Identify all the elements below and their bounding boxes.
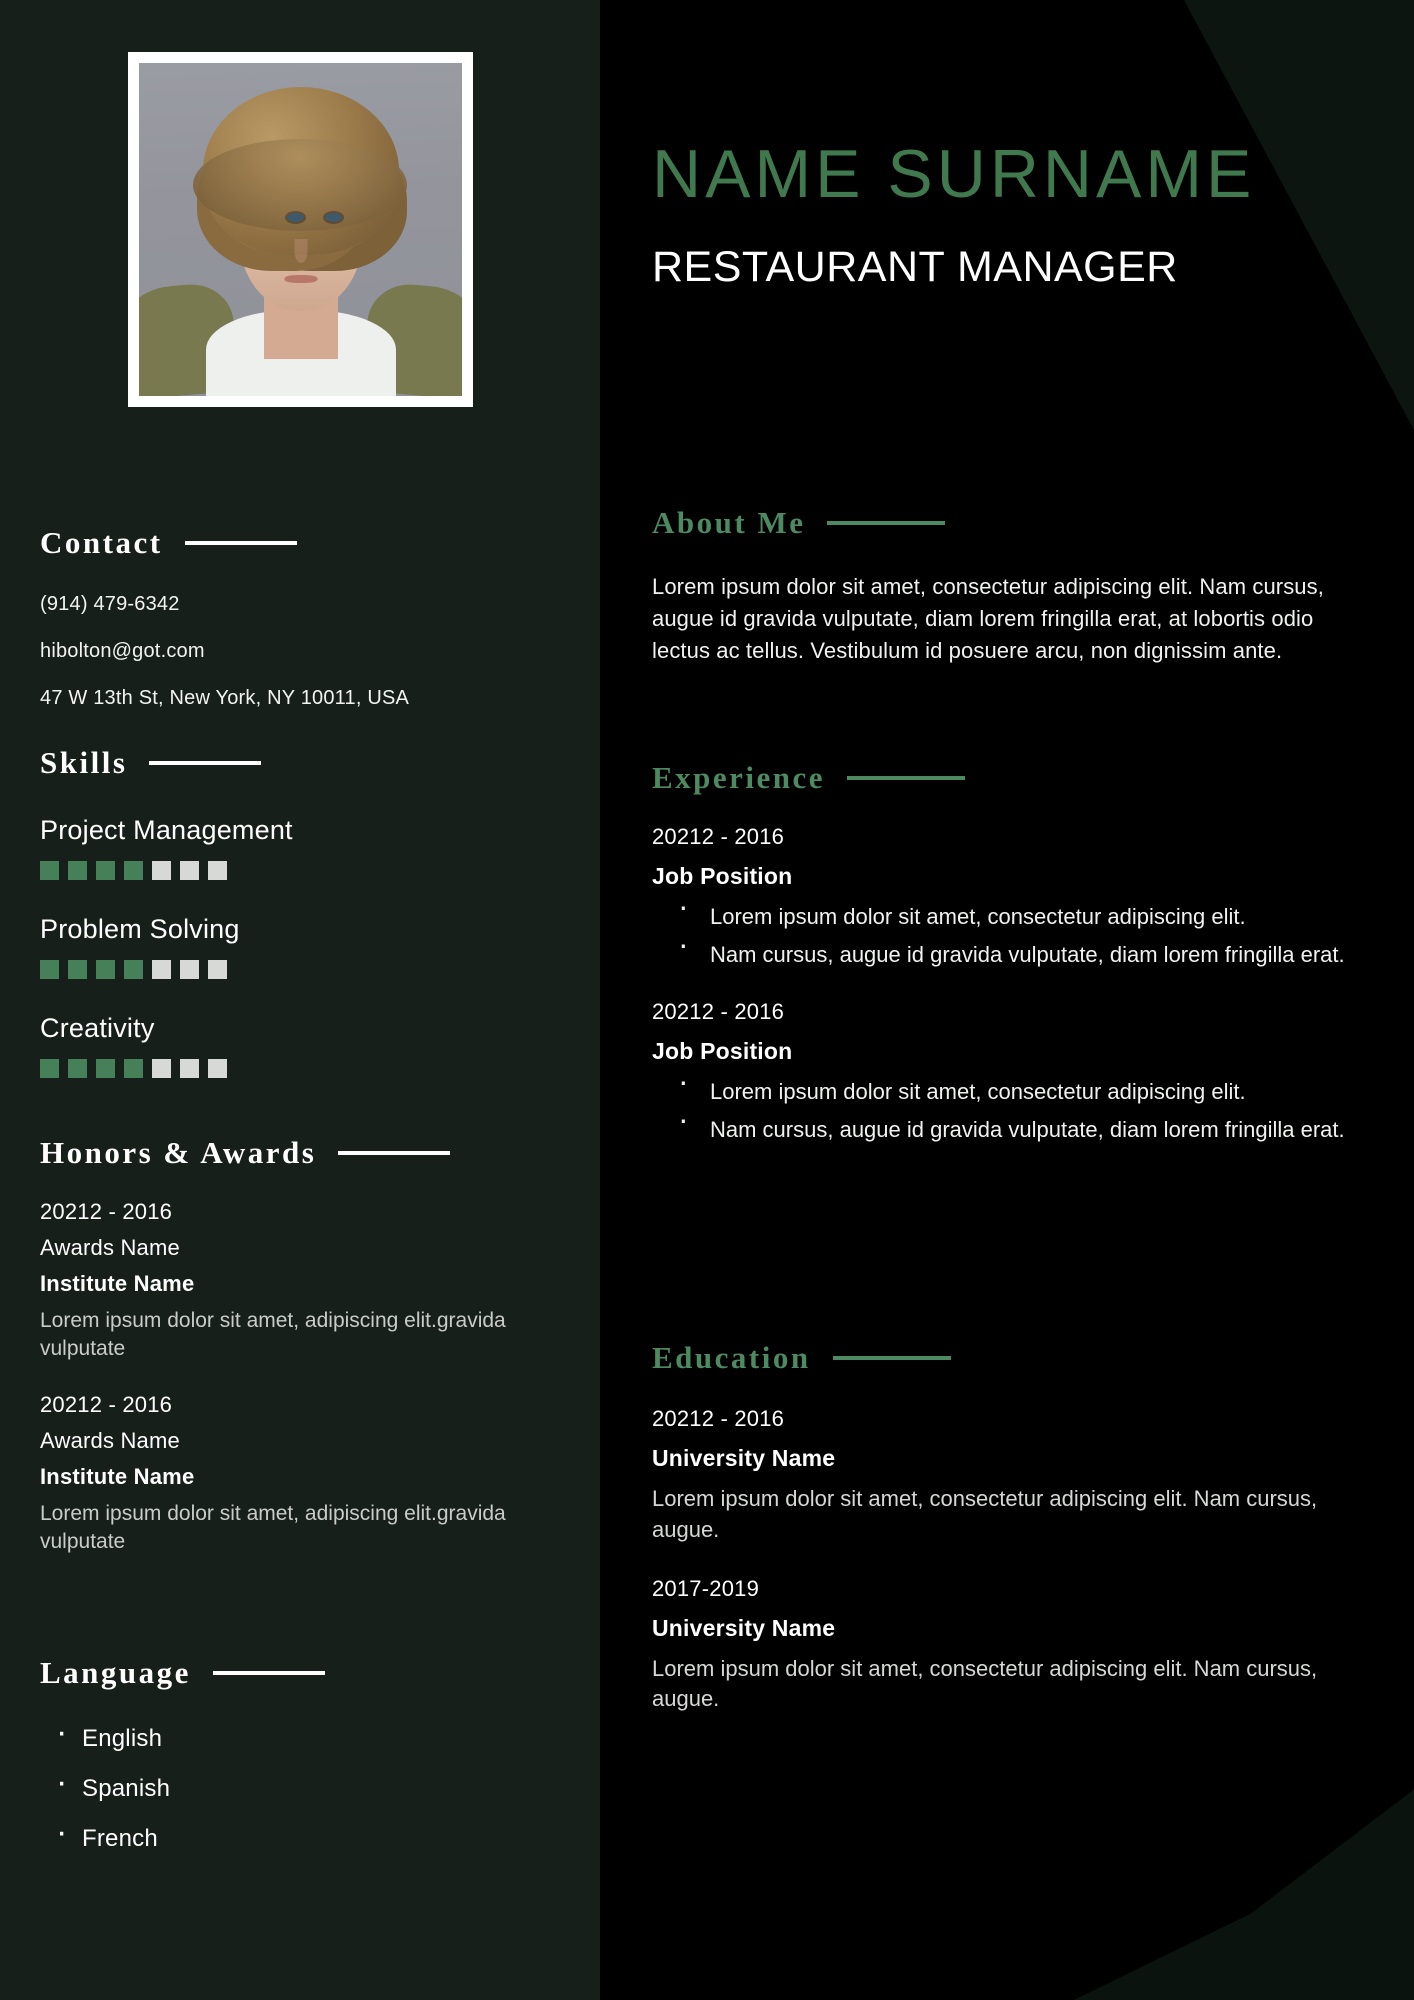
skill-dot-empty[interactable] <box>152 960 171 979</box>
contact-section <box>40 525 409 735</box>
about-section <box>652 505 1342 667</box>
skill-item <box>40 1013 293 1078</box>
skill-rating[interactable] <box>40 1059 293 1078</box>
education-description: Lorem ipsum dolor sit amet, consectetur adipiscing elit. Nam cursus, augue. <box>652 1655 1318 1712</box>
contact-heading <box>40 525 409 561</box>
language-section <box>40 1655 325 1875</box>
skill-dot-empty[interactable] <box>152 1059 171 1078</box>
skill-dot-empty[interactable] <box>208 960 227 979</box>
experience-years: 20212 - 2016 <box>652 824 785 849</box>
experience-position: Job Position <box>652 1037 793 1064</box>
nose-shape <box>294 239 307 263</box>
heading-rule <box>338 1151 450 1155</box>
skill-label: Project Management <box>40 815 293 845</box>
skill-rating[interactable] <box>40 861 293 880</box>
language-heading-label: Language <box>40 1655 191 1690</box>
sidebar <box>0 0 600 2000</box>
experience-heading <box>652 760 1345 796</box>
mouth-shape <box>284 275 317 283</box>
skill-dot-filled[interactable] <box>40 861 59 880</box>
award-years: 20212 - 2016 <box>40 1199 173 1224</box>
experience-bullet: · Nam cursus, augue id gravida vulputate, diam lorem fringilla erat. <box>652 1115 1345 1145</box>
skill-rating[interactable] <box>40 960 293 979</box>
skill-dot-filled[interactable] <box>96 1059 115 1078</box>
skill-dot-filled[interactable] <box>96 960 115 979</box>
contact-phone[interactable]: (914) 479-6342 <box>40 593 180 615</box>
skill-dot-filled[interactable] <box>68 861 87 880</box>
skill-dot-filled[interactable] <box>68 1059 87 1078</box>
education-description: Lorem ipsum dolor sit amet, consectetur adipiscing elit. Nam cursus, augue. <box>652 1486 1318 1542</box>
skill-dot-empty[interactable] <box>180 1059 199 1078</box>
education-heading-label: Education <box>652 1340 811 1375</box>
experience-entry <box>652 824 1345 971</box>
skill-dot-empty[interactable] <box>208 861 227 880</box>
heading-rule <box>827 521 945 525</box>
language-heading <box>40 1655 325 1691</box>
page-title: NAME SURNAME <box>652 136 1256 212</box>
portrait-photo <box>139 63 462 396</box>
contact-email[interactable]: hibolton@got.com <box>40 640 205 662</box>
education-entry <box>652 1406 1342 1546</box>
skill-dot-filled[interactable] <box>68 960 87 979</box>
experience-bullets <box>652 902 1345 971</box>
skill-dot-filled[interactable] <box>124 960 143 979</box>
award-description: Lorem ipsum dolor sit amet, adipiscing elit.gravida vulputate <box>40 1309 506 1361</box>
skill-dot-filled[interactable] <box>124 861 143 880</box>
skill-dot-filled[interactable] <box>124 1059 143 1078</box>
hair-shape <box>203 87 399 255</box>
about-text: Lorem ipsum dolor sit amet, consectetur adipiscing elit. Nam cursus, augue id gravida vulputate, diam lorem fringilla erat, at lobortis odio lectus ac tellus. Vestibulum id posuere arcu, non dignissim ante. <box>652 574 1324 663</box>
skill-dot-empty[interactable] <box>208 1059 227 1078</box>
eye-left-shape <box>287 213 304 222</box>
skill-label: Creativity <box>40 1013 155 1043</box>
award-entry <box>40 1199 560 1364</box>
about-heading <box>652 505 1342 541</box>
honors-heading <box>40 1135 560 1171</box>
contact-list <box>40 594 409 708</box>
heading-rule <box>149 761 261 765</box>
skill-item <box>40 815 293 880</box>
experience-section <box>652 760 1345 1153</box>
skill-label: Problem Solving <box>40 914 240 944</box>
skill-dot-empty[interactable] <box>180 861 199 880</box>
honors-section <box>40 1135 560 1556</box>
skill-dot-filled[interactable] <box>40 1059 59 1078</box>
education-years: 2017-2019 <box>652 1575 760 1601</box>
skill-dot-empty[interactable] <box>180 960 199 979</box>
award-description: Lorem ipsum dolor sit amet, adipiscing elit.gravida vulputate <box>40 1501 506 1554</box>
award-institute: Institute Name <box>40 1271 195 1296</box>
job-title: RESTAURANT MANAGER <box>652 243 1178 291</box>
heading-rule <box>213 1671 325 1675</box>
language-item: · Spanish <box>40 1775 325 1803</box>
experience-position: Job Position <box>652 863 793 889</box>
experience-bullet: · Nam cursus, augue id gravida vulputate, diam lorem fringilla erat. <box>652 940 1345 970</box>
skill-item <box>40 914 293 979</box>
heading-rule <box>185 541 297 545</box>
education-entry <box>652 1576 1342 1716</box>
skills-heading <box>40 745 293 781</box>
award-institute: Institute Name <box>40 1463 195 1489</box>
heading-rule <box>847 776 965 780</box>
education-years: 20212 - 2016 <box>652 1406 785 1431</box>
eye-right-shape <box>325 213 342 222</box>
about-heading-label: About Me <box>652 505 806 540</box>
experience-bullets <box>652 1077 1345 1146</box>
education-university: University Name <box>652 1614 836 1641</box>
skill-dot-empty[interactable] <box>152 861 171 880</box>
contact-address[interactable]: 47 W 13th St, New York, NY 10011, USA <box>40 687 410 709</box>
education-heading <box>652 1340 1342 1376</box>
main-column <box>600 0 1414 2000</box>
honors-heading-label: Honors & Awards <box>40 1135 317 1170</box>
experience-bullet: · Lorem ipsum dolor sit amet, consectetur adipiscing elit. <box>652 1077 1345 1107</box>
award-name: Awards Name <box>40 1427 180 1453</box>
experience-entry <box>652 999 1345 1146</box>
award-name: Awards Name <box>40 1235 180 1260</box>
experience-heading-label: Experience <box>652 760 826 795</box>
language-item: · English <box>40 1725 325 1753</box>
education-university: University Name <box>652 1445 836 1471</box>
skills-heading-label: Skills <box>40 745 128 780</box>
language-list <box>40 1725 325 1853</box>
skills-section <box>40 745 293 1078</box>
award-years: 20212 - 2016 <box>40 1391 173 1417</box>
contact-heading-label: Contact <box>40 525 163 560</box>
skill-dot-filled[interactable] <box>96 861 115 880</box>
education-section <box>652 1340 1342 1715</box>
language-item: · French <box>40 1825 325 1853</box>
experience-bullet: · Lorem ipsum dolor sit amet, consectetur adipiscing elit. <box>652 902 1345 932</box>
heading-rule <box>833 1356 951 1360</box>
skill-dot-filled[interactable] <box>40 960 59 979</box>
experience-years: 20212 - 2016 <box>652 998 785 1024</box>
photo-frame <box>128 52 473 407</box>
award-entry <box>40 1392 560 1557</box>
